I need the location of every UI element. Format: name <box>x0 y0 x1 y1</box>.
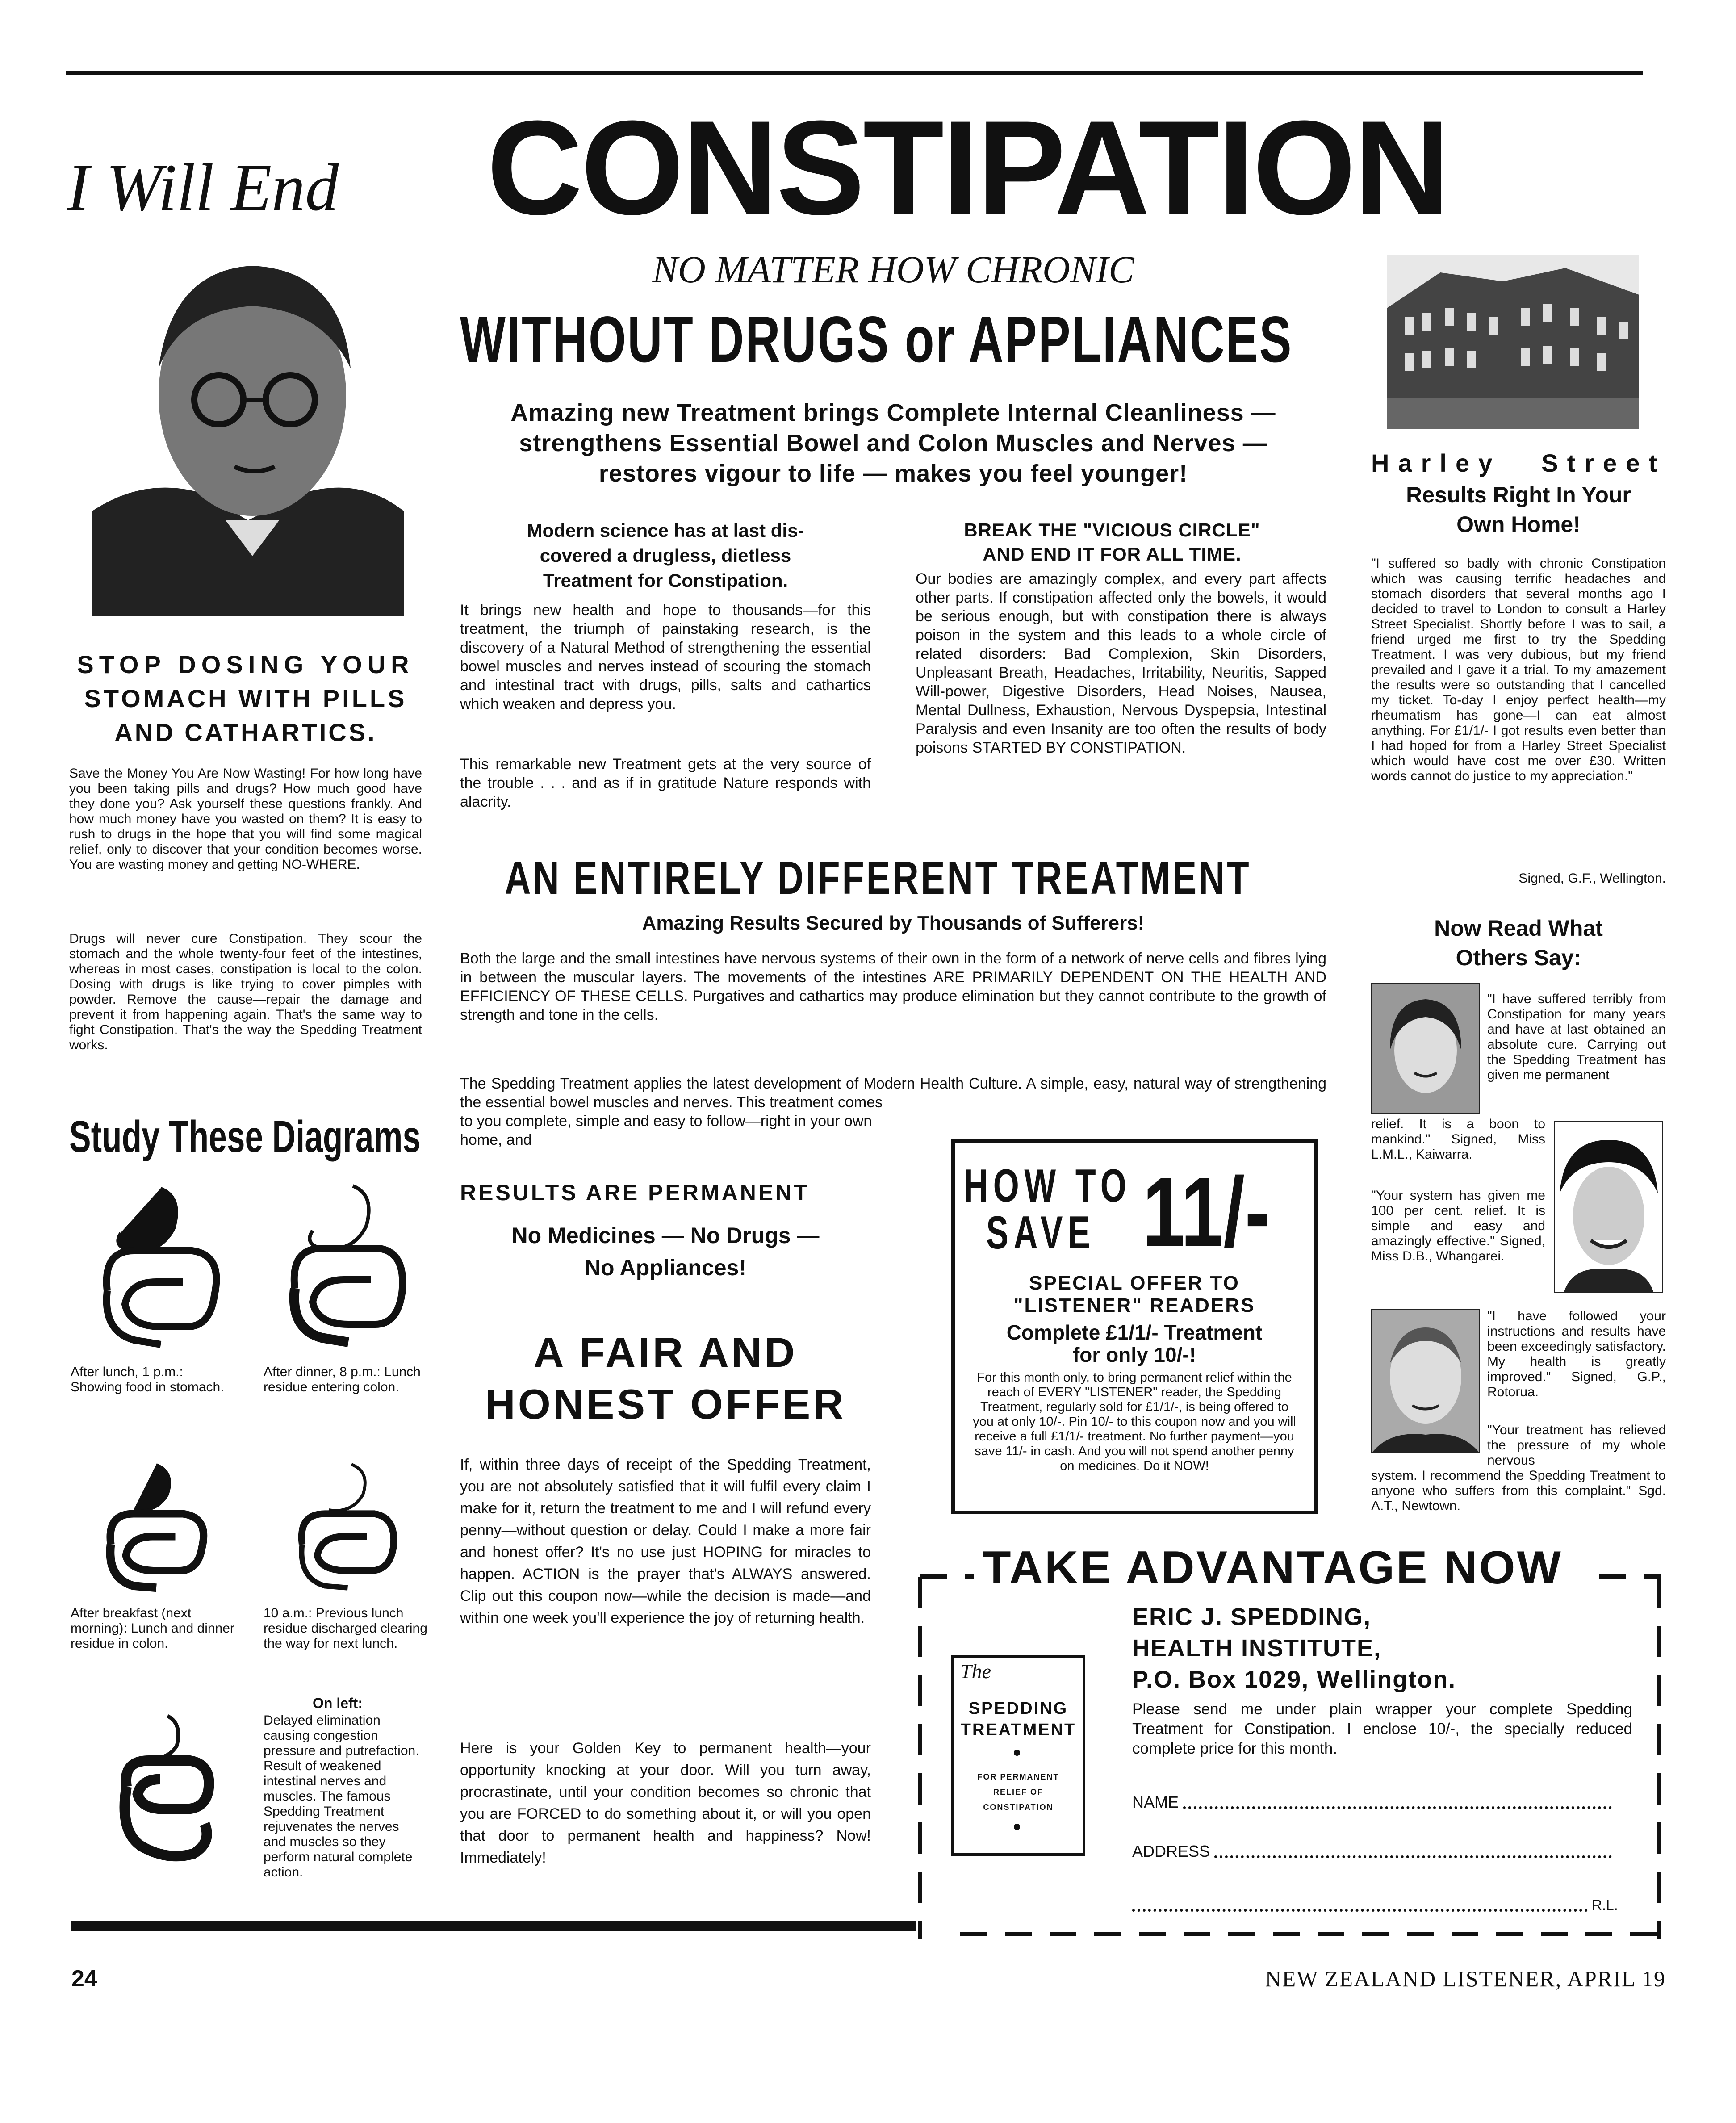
diagram-after-lunch <box>94 1179 228 1358</box>
book-title <box>954 1698 1083 1741</box>
street-word: Street <box>1541 449 1666 477</box>
results-sub-line-2: No Appliances! <box>584 1255 747 1280</box>
tagline-line-2: strengthens Essential Bowel and Colon Muscles and Nerves — <box>519 430 1267 456</box>
harley-sub-line-2: Own Home! <box>1456 512 1581 537</box>
on-left-text: Delayed elimination causing congestion pressure and putrefaction. Result of weakened intestinal nerves and muscles. The famous Spedding Treatment rejuvenates the nerves and muscles so they perform natural complete action. <box>264 1713 419 1880</box>
special-line-2: "LISTENER" READERS <box>1013 1294 1255 1316</box>
complete-line-1: Complete £1/1/- Treatment <box>1006 1321 1263 1344</box>
save-offer-box <box>951 1139 1318 1514</box>
headline-sub2: WITHOUT DRUGS or APPLIANCES <box>460 303 1293 376</box>
vicious-heading-line-2: AND END IT FOR ALL TIME. <box>983 544 1242 565</box>
name-field[interactable] <box>1132 1791 1632 1813</box>
fair-offer-heading <box>460 1327 871 1430</box>
harley-street-photo <box>1387 255 1639 429</box>
book-dot-1 <box>1014 1750 1020 1756</box>
coupon-address <box>1132 1601 1646 1695</box>
name-dotted-line[interactable] <box>1183 1806 1612 1809</box>
left-para-1: Save the Money You Are Now Wasting! For how long have you been taking pills and drugs? How much good have they done you? Ask yourself these questions frankly. And how much money have you wasted on them? It is easy to rush to drugs in the hope that you will find some magical relief, only to discover that your condition becomes worse. You are wasting money and getting NO-WHERE. <box>69 766 422 872</box>
harley-street-heading <box>1371 449 1666 477</box>
book-title-line-2: TREATMENT <box>960 1721 1076 1739</box>
book-small-line-2: RELIEF OF <box>993 1788 1043 1796</box>
testimonial-photo-1 <box>1371 983 1480 1114</box>
diagram-ten-am <box>277 1461 411 1612</box>
vicious-circle-heading <box>907 518 1318 566</box>
headline-main: CONSTIPATION <box>487 92 1448 243</box>
vicious-heading-line-1: BREAK THE "VICIOUS CIRCLE" <box>964 519 1260 540</box>
caption-ten-am: 10 a.m.: Previous lunch residue discharged clearing the way for next lunch. <box>264 1606 427 1651</box>
coupon-heading: TAKE ADVANTAGE NOW <box>983 1542 1563 1594</box>
diagrams-heading: Study These Diagrams <box>69 1112 421 1162</box>
address-label: ADDRESS <box>1132 1842 1210 1860</box>
special-line-1: SPECIAL OFFER TO <box>1029 1272 1240 1294</box>
stop-dosing-heading <box>67 648 424 750</box>
book-the: The <box>960 1660 991 1683</box>
coupon-addr-line-3: P.O. Box 1029, Wellington. <box>1132 1666 1456 1693</box>
tagline-line-1: Amazing new Treatment brings Complete Internal Cleanliness — <box>510 399 1276 426</box>
fair-heading-line-1: A FAIR AND <box>533 1329 798 1376</box>
portrait-drawing <box>92 243 404 616</box>
publication-line: NEW ZEALAND LISTENER, APRIL 19 <box>1265 1966 1666 1991</box>
harley-quote: "I suffered so badly with chronic Constipation which was causing terrific headaches and stomach disorders that several months ago I decided to travel to London to consult a Harley Street Specialist. Shortly before I was to sail, a friend urged me first to try the Spedding Treatment. I was very dubious, but my friend prevailed and I gave it a trial. To my amazement the results were so outstanding that I cancelled my ticket. To-day I enjoy perfect health—my rheumatism has gone—I can eat almost anything. For £1/1/- I got results even better than I had hoped for from a Harley Street Specialist which would have cost me over £30. Written words cannot do justice to my appreciation." <box>1371 556 1666 783</box>
book-title-line-1: SPEDDING <box>968 1699 1068 1718</box>
harley-signature: Signed, G.F., Wellington. <box>1518 871 1666 886</box>
address-field[interactable] <box>1132 1840 1632 1863</box>
science-heading-line-3: Treatment for Constipation. <box>543 570 788 591</box>
name-label: NAME <box>1132 1793 1179 1811</box>
bottom-rule <box>71 1921 916 1931</box>
coupon-addr-line-2: HEALTH INSTITUTE, <box>1132 1635 1381 1662</box>
address-dotted-line[interactable] <box>1214 1855 1612 1858</box>
diagram-after-breakfast <box>89 1461 223 1612</box>
coupon-bottom-dash <box>960 1932 1661 1936</box>
coupon-top-dash-right <box>1599 1574 1661 1579</box>
fair-offer-para-2: Here is your Golden Key to permanent health—your opportunity knocking at your door. Will you turn away, procrastinate, until your condition becomes so chronic that you are FORCED to do something about it, or will you open that door to permanent health and happiness? Now! Immediately! <box>460 1740 871 1866</box>
testimonial-portrait-1 <box>1372 984 1479 1113</box>
harley-street-subheading <box>1371 480 1666 539</box>
tagline-line-3: restores vigour to life — makes you feel younger! <box>598 460 1188 487</box>
stop-heading-line-2: STOMACH WITH PILLS <box>84 684 407 712</box>
others-say-heading <box>1371 913 1666 972</box>
book-dot-2 <box>1014 1824 1020 1830</box>
science-para-2: This remarkable new Treatment gets at the very source of the trouble . . . and as if in gratitude Nature responds with alacrity. <box>460 756 871 810</box>
headline-sub1: NO MATTER HOW CHRONIC <box>652 248 1134 291</box>
testimonial-2: "Your system has given me 100 per cent. relief. It is simple and easy and amazingly effective." Signed, Miss D.B., Whangarei. <box>1371 1188 1545 1264</box>
testimonial-3b: "Your treatment has relieved the pressure of my whole nervous <box>1487 1423 1666 1468</box>
testimonial-1b: relief. It is a boon to mankind." Signed, Miss L.M.L., Kaiwarra. <box>1371 1117 1545 1162</box>
book-small <box>954 1769 1083 1815</box>
special-offer <box>955 1272 1314 1317</box>
headline-prefix: I Will End <box>67 151 339 225</box>
testimonial-portrait-3 <box>1372 1310 1479 1453</box>
stop-heading-line-3: AND CATHARTICS. <box>114 718 377 746</box>
coupon-addr-line-1: ERIC J. SPEDDING, <box>1132 1604 1372 1630</box>
different-para-2a: The Spedding Treatment applies the latest development of Modern Health Culture. A simple, easy, natural way of strengthening the essential bowel muscles and nerves. This treatment comes <box>460 1075 1326 1111</box>
book-small-line-1: FOR PERMANENT <box>977 1772 1059 1781</box>
save-word: SAVE <box>986 1207 1096 1259</box>
save-body: For this month only, to bring permanent relief within the reach of EVERY "LISTENER" reader, the Spedding Treatment, regularly sold for £1/1/-, is being offered to you at only 10/-. Pin 10/- to this coupon now and you will receive a full £1/1/- treatment. No further payment—you save 11/- in cash. And you will not spend another penny on medicines. Do it NOW! <box>973 1370 1296 1473</box>
address-line-2-dots[interactable] <box>1132 1909 1588 1912</box>
page-number: 24 <box>71 1966 97 1992</box>
complete-line-2: for only 10/-! <box>1072 1343 1196 1366</box>
testimonial-3c: system. I recommend the Spedding Treatment to anyone who suffers from this complaint." Sgd. A.T., Newtown. <box>1371 1468 1666 1513</box>
coupon-top-dash-left <box>920 1574 974 1579</box>
address-line-2-field[interactable] <box>1132 1894 1632 1916</box>
testimonial-photo-3 <box>1371 1309 1480 1453</box>
caption-after-breakfast: After breakfast (next morning): Lunch and dinner residue in colon. <box>71 1606 234 1651</box>
results-subheading <box>460 1219 871 1284</box>
others-line-1: Now Read What <box>1434 916 1603 941</box>
different-subheading: Amazing Results Secured by Thousands of Sufferers! <box>642 912 1145 934</box>
book-small-line-3: CONSTIPATION <box>983 1803 1054 1812</box>
results-sub-line-1: No Medicines — No Drugs — <box>511 1223 820 1248</box>
science-heading-line-1: Modern science has at last dis- <box>527 520 804 541</box>
portrait-photo <box>92 243 404 616</box>
coupon-code: R.L. <box>1591 1897 1618 1913</box>
caption-after-dinner: After dinner, 8 p.m.: Lunch residue entering colon. <box>264 1365 421 1394</box>
others-line-2: Others Say: <box>1456 945 1581 970</box>
science-heading <box>460 518 871 593</box>
on-left-title: On left: <box>313 1695 363 1711</box>
harley-sub-line-1: Results Right In Your <box>1406 482 1631 507</box>
testimonial-portrait-2 <box>1555 1122 1662 1292</box>
testimonial-1a: "I have suffered terribly from Constipation for many years and have at last obtained an absolute cure. Carrying out the Spedding Treatment has given me permanent <box>1487 992 1666 1082</box>
left-para-2: Drugs will never cure Constipation. They scour the stomach and the whole twenty-four feet of the intestines, whereas in most cases, constipation is local to the colon. Dosing with drugs is like trying to cover pimples with powder. Remove the cause—repair the damage and prevent it from happening again. That's the same way to fight Constipation. That's the way the Spedding Treatment works. <box>69 931 422 1052</box>
different-para-1: Both the large and the small intestines have nervous systems of their own in the form of a network of nerve cells and fibres lying in between the muscular layers. The movements of the intestines ARE PRIMARILY DEPENDENT ON THE HEALTH AND EFFICIENCY OF THESE CELLS. Purgatives and cathartics may produce elimination but they cannot contribute to the growth of strength and tone in the cells. <box>460 950 1326 1023</box>
coupon-request: Please send me under plain wrapper your complete Spedding Treatment for Constipation. I enclose 10/-, the specially reduced complete price for this month. <box>1132 1700 1632 1757</box>
treatment-book <box>951 1655 1085 1856</box>
science-para-1: It brings new health and hope to thousands—for this treatment, the triumph of painstaking research, is the discovery of a Natural Method of strengthening the essential bowel muscles and nerves instead of scouring the stomach and intestinal tract with drugs, pills, salts and cathartics which weaken and depress you. <box>460 602 871 712</box>
testimonial-3a: "I have followed your instructions and results have been exceedingly satisfactory. My health is greatly improved." Signed, G.P., Rotorua. <box>1487 1309 1666 1399</box>
fair-heading-line-2: HONEST OFFER <box>485 1381 846 1428</box>
save-how-to: HOW TO <box>964 1160 1132 1212</box>
diagram-delayed <box>112 1706 223 1889</box>
fair-offer-para-1: If, within three days of receipt of the Spedding Treatment, you are not absolutely satisfied that it will fulfil every claim I make for it, return the treatment to me and I will refund every penny—without question or delay. Could I make a more fair and honest offer? It's no use just HOPING for miracles to happen. ACTION is the prayer that's ALWAYS answered. Clip out this coupon now—while the decision is made—and within one week you'll experience the joy of returning health. <box>460 1456 871 1626</box>
complete-offer <box>955 1321 1314 1366</box>
different-para-2b: to you complete, simple and easy to follow—right in your own home, and <box>460 1113 872 1148</box>
different-heading: AN ENTIRELY DIFFERENT TREATMENT <box>505 852 1251 904</box>
coupon-right-dash <box>1657 1577 1661 1939</box>
testimonial-photo-2 <box>1554 1121 1663 1293</box>
stop-heading-line-1: STOP DOSING YOUR <box>77 650 414 678</box>
harley-word: Harley <box>1371 449 1502 477</box>
harley-street-drawing <box>1387 255 1639 429</box>
results-heading: RESULTS ARE PERMANENT <box>460 1180 810 1205</box>
science-heading-line-2: covered a drugless, dietless <box>540 545 791 566</box>
vicious-circle-para: Our bodies are amazingly complex, and every part affects other parts. If constipation affected only the bowels, it would be serious enough, but with constipation there is always poison in the system and this leads to a whole circle of related disorders: Bad Complexion, Skin Disorders, Unpleasant Breath, Headaches, Irritability, Neuritis, Sapped Will-power, Digestive Disorders, Head Noises, Nausea, Mental Dullness, Exhaustion, Nervous Dyspepsia, Intestinal Paralysis and even Insanity are too often the results of body poisons STARTED BY CONSTIPATION. <box>916 570 1326 756</box>
diagram-after-dinner <box>277 1175 411 1358</box>
save-price: 11/- <box>1142 1157 1271 1267</box>
headline-tagline <box>447 398 1340 489</box>
top-rule <box>66 71 1643 75</box>
caption-after-lunch: After lunch, 1 p.m.: Showing food in stomach. <box>71 1365 224 1394</box>
coupon-left-dash <box>918 1577 922 1939</box>
